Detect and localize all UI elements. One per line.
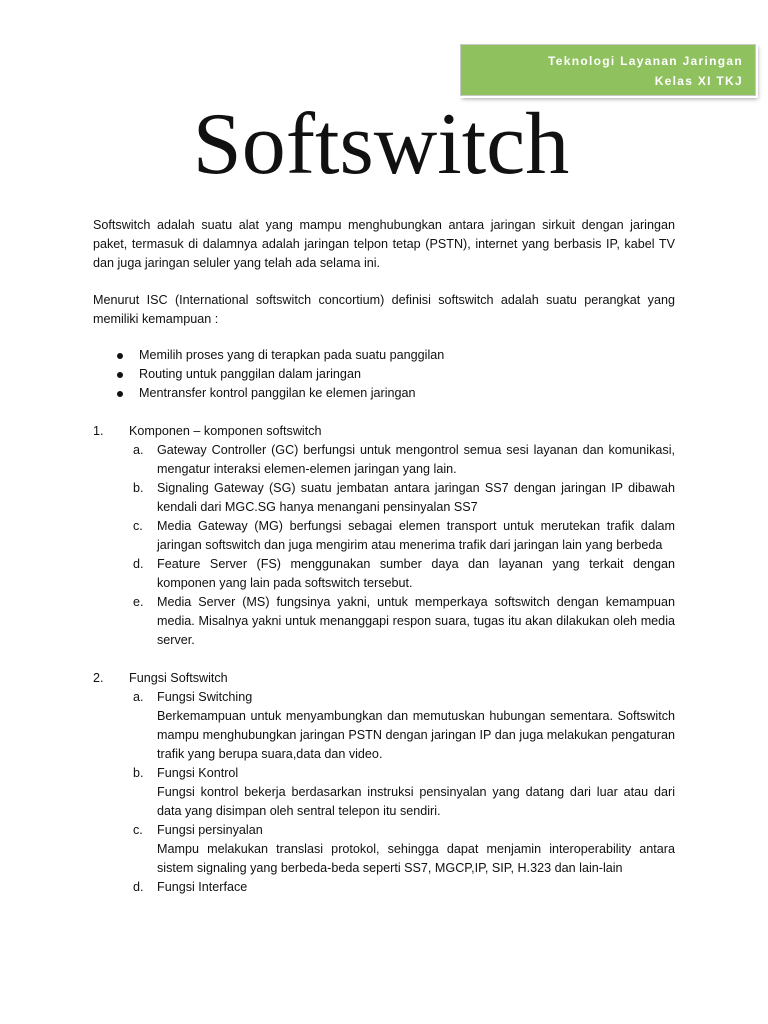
- function-title: Fungsi Switching: [157, 690, 253, 704]
- bullet-icon: [117, 353, 123, 359]
- section-title: Komponen – komponen softswitch: [129, 424, 322, 438]
- list-item: d. Feature Server (FS) menggunakan sumber daya dan layanan yang terkait dengan komponen yang lain pada softswitch tersebut.: [133, 557, 675, 590]
- section-number: 1.: [93, 424, 104, 438]
- section-heading: [93, 669, 675, 688]
- list-item: e. Media Server (MS) fungsinya yakni, untuk memperkaya softswitch dengan kemampuan media. Misalnya yakni untuk menanggapi respon suara, tugas itu akan dilakukan oleh media server.: [133, 595, 675, 647]
- list-item: Mentransfer kontrol panggilan ke elemen jaringan: [93, 384, 675, 403]
- bullet-icon: [117, 391, 123, 397]
- function-title: Fungsi Interface: [157, 880, 248, 894]
- section-number: 2.: [93, 671, 104, 685]
- bullet-icon: [117, 372, 123, 378]
- capability-list: [93, 346, 675, 403]
- document-body: [93, 216, 675, 897]
- header-class: Kelas XI TKJ: [654, 74, 743, 88]
- intro-paragraph-1: Softswitch adalah suatu alat yang mampu menghubungkan antara jaringan sirkuit dengan jaringan paket, termasuk di dalamnya adalah jaringan telpon tetap (PSTN), internet yang berbasis IP, kabel TV dan juga jaringan seluler yang telah ada selama ini.: [93, 218, 675, 270]
- section-functions: [93, 669, 675, 897]
- section-components: [93, 422, 675, 650]
- section-title: Fungsi Softswitch: [129, 671, 228, 685]
- function-description: Mampu melakukan translasi protokol, sehingga dapat menjamin interoperability antara sistem signaling yang berbeda-beda seperti SS7, MGCP,IP, SIP, H.323 dan lain-lain: [157, 842, 675, 875]
- component-list: [93, 441, 675, 650]
- intro-paragraph-2: Menurut ISC (International softswitch concortium) definisi softswitch adalah suatu perangkat yang memiliki kemampuan :: [93, 293, 675, 326]
- function-title: Fungsi persinyalan: [157, 823, 263, 837]
- function-description: Fungsi kontrol bekerja berdasarkan instruksi pensinyalan yang datang dari luar atau dari data yang disimpan oleh sentral telepon itu sendiri.: [157, 785, 675, 818]
- list-item: a. Gateway Controller (GC) berfungsi untuk mengontrol semua sesi layanan dan komunikasi, mengatur interaksi elemen-elemen jaringan yang lain.: [133, 443, 675, 476]
- list-item: a. Fungsi Switching Berkemampuan untuk menyambungkan dan memutuskan hubungan sementara. Softswitch mampu menghubungkan jaringan PSTN dengan jaringan IP dan juga melakukan pengaturan trafik yang berupa suara,data dan video.: [157, 688, 675, 764]
- function-list: [93, 688, 675, 897]
- function-title: Fungsi Kontrol: [157, 766, 239, 780]
- list-item: b. Signaling Gateway (SG) suatu jembatan antara jaringan SS7 dengan jaringan IP dibawah kendali dari MGC.SG hanya menangani pensinyalan SS7: [133, 481, 675, 514]
- function-description: Berkemampuan untuk menyambungkan dan memutuskan hubungan sementara. Softswitch mampu menghubungkan jaringan PSTN dengan jaringan IP dan juga melakukan pengaturan trafik yang berupa suara,data dan video.: [157, 709, 675, 761]
- list-item: b. Fungsi Kontrol Fungsi kontrol bekerja berdasarkan instruksi pensinyalan yang datang dari luar atau dari data yang disimpan oleh sentral telepon itu sendiri.: [157, 764, 675, 821]
- page-title: Softswitch: [192, 96, 570, 193]
- list-item: c. Media Gateway (MG) berfungsi sebagai elemen transport untuk merutekan trafik dalam jaringan softswitch dan juga mengirim atau menerima trafik dari jaringan lain yang berbeda: [133, 519, 675, 552]
- header-subject: Teknologi Layanan Jaringan: [548, 54, 743, 68]
- list-item: c. Fungsi persinyalan Mampu melakukan translasi protokol, sehingga dapat menjamin interoperability antara sistem signaling yang berbeda-beda seperti SS7, MGCP,IP, SIP, H.323 dan lain-lain: [157, 821, 675, 878]
- header-label-box: [460, 44, 756, 96]
- list-item: Memilih proses yang di terapkan pada suatu panggilan: [93, 346, 675, 365]
- section-heading: [93, 422, 675, 441]
- list-item: d. Fungsi Interface: [133, 880, 248, 894]
- list-item: Routing untuk panggilan dalam jaringan: [93, 365, 675, 384]
